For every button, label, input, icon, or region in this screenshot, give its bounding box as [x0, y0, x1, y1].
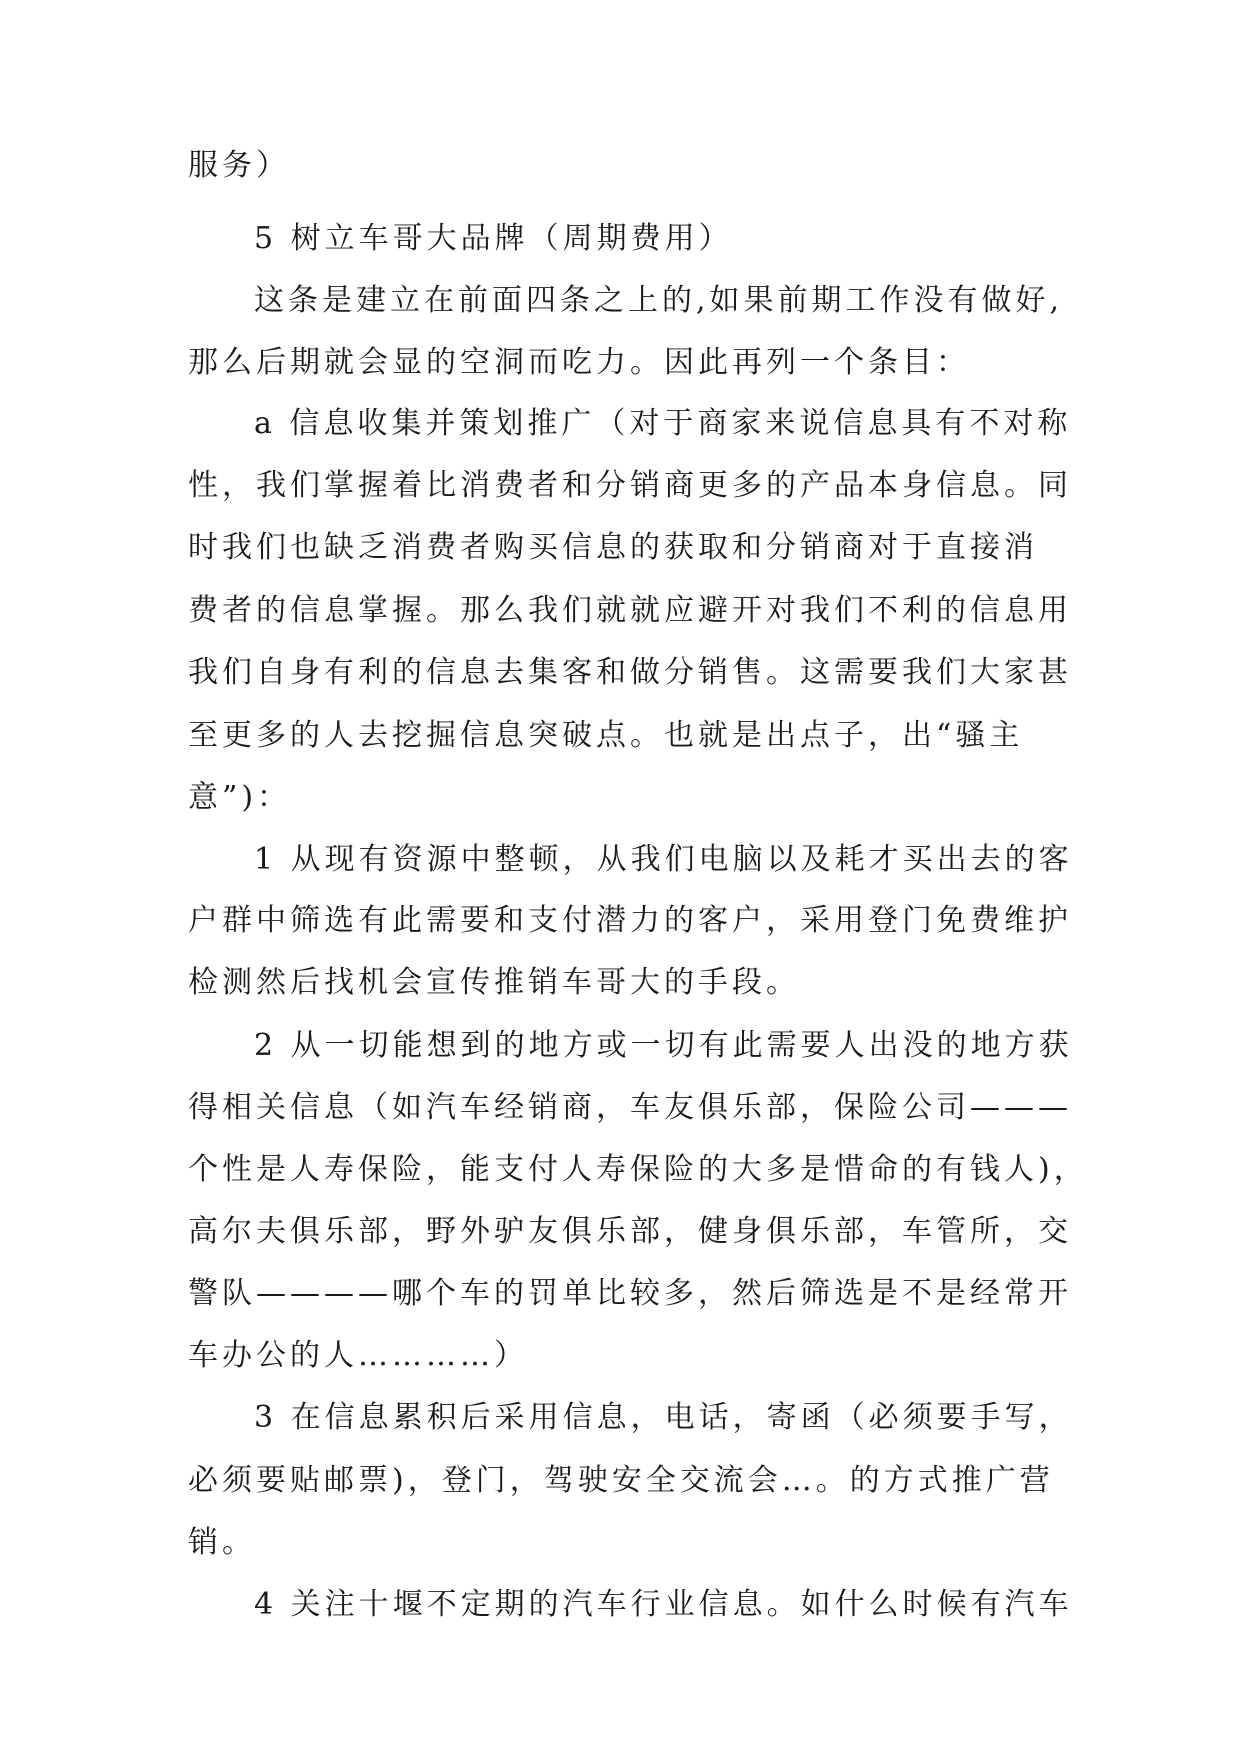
text-line: 服务） [188, 148, 290, 183]
text-line: 性，我们掌握着比消费者和分销商更多的产品本身信息。同 [188, 468, 1072, 503]
text-line: 得相关信息（如汽车经销商，车友俱乐部，保险公司——— [188, 1090, 1072, 1125]
text-line: 1 从现有资源中整顿，从我们电脑以及耗才买出去的客 [254, 842, 1073, 877]
text-line: 至更多的人去挖掘信息突破点。也就是出点子，出“骚主 [188, 718, 1024, 753]
text-line: 3 在信息累积后采用信息，电话，寄函（必须要手写， [254, 1400, 1073, 1435]
text-line: 户群中筛选有此需要和支付潜力的客户，采用登门免费维护 [188, 903, 1072, 938]
text-line: 时我们也缺乏消费者购买信息的获取和分销商对于直接消 [188, 530, 1038, 565]
text-line: 费者的信息掌握。那么我们就就应避开对我们不利的信息用 [188, 593, 1072, 628]
text-line: 必须要贴邮票)，登门，驾驶安全交流会…。的方式推广营 [188, 1463, 1054, 1498]
text-line: 车办公的人…………） [188, 1338, 528, 1373]
text-line: a 信息收集并策划推广（对于商家来说信息具有不对称 [254, 406, 1072, 441]
text-line: 5 树立车哥大品牌（周期费用） [254, 221, 733, 256]
text-line: 这条是建立在前面四条之上的,如果前期工作没有做好, [254, 283, 1064, 318]
text-line: 检测然后找机会宣传推销车哥大的手段。 [188, 965, 800, 1000]
text-line: 高尔夫俱乐部，野外驴友俱乐部，健身俱乐部，车管所，交 [188, 1214, 1072, 1249]
text-line: 销。 [188, 1525, 256, 1560]
text-line: 我们自身有利的信息去集客和做分销售。这需要我们大家甚 [188, 655, 1072, 690]
text-line: 警队————哪个车的罚单比较多，然后筛选是不是经常开 [188, 1276, 1072, 1311]
text-line: 意”)： [188, 780, 292, 815]
text-line: 个性是人寿保险，能支付人寿保险的大多是惜命的有钱人)， [188, 1152, 1088, 1187]
text-line: 4 关注十堰不定期的汽车行业信息。如什么时候有汽车 [254, 1587, 1073, 1622]
text-line: 那么后期就会显的空洞而吃力。因此再列一个条目： [188, 345, 970, 380]
text-line: 2 从一切能想到的地方或一切有此需要人出没的地方获 [254, 1028, 1073, 1063]
